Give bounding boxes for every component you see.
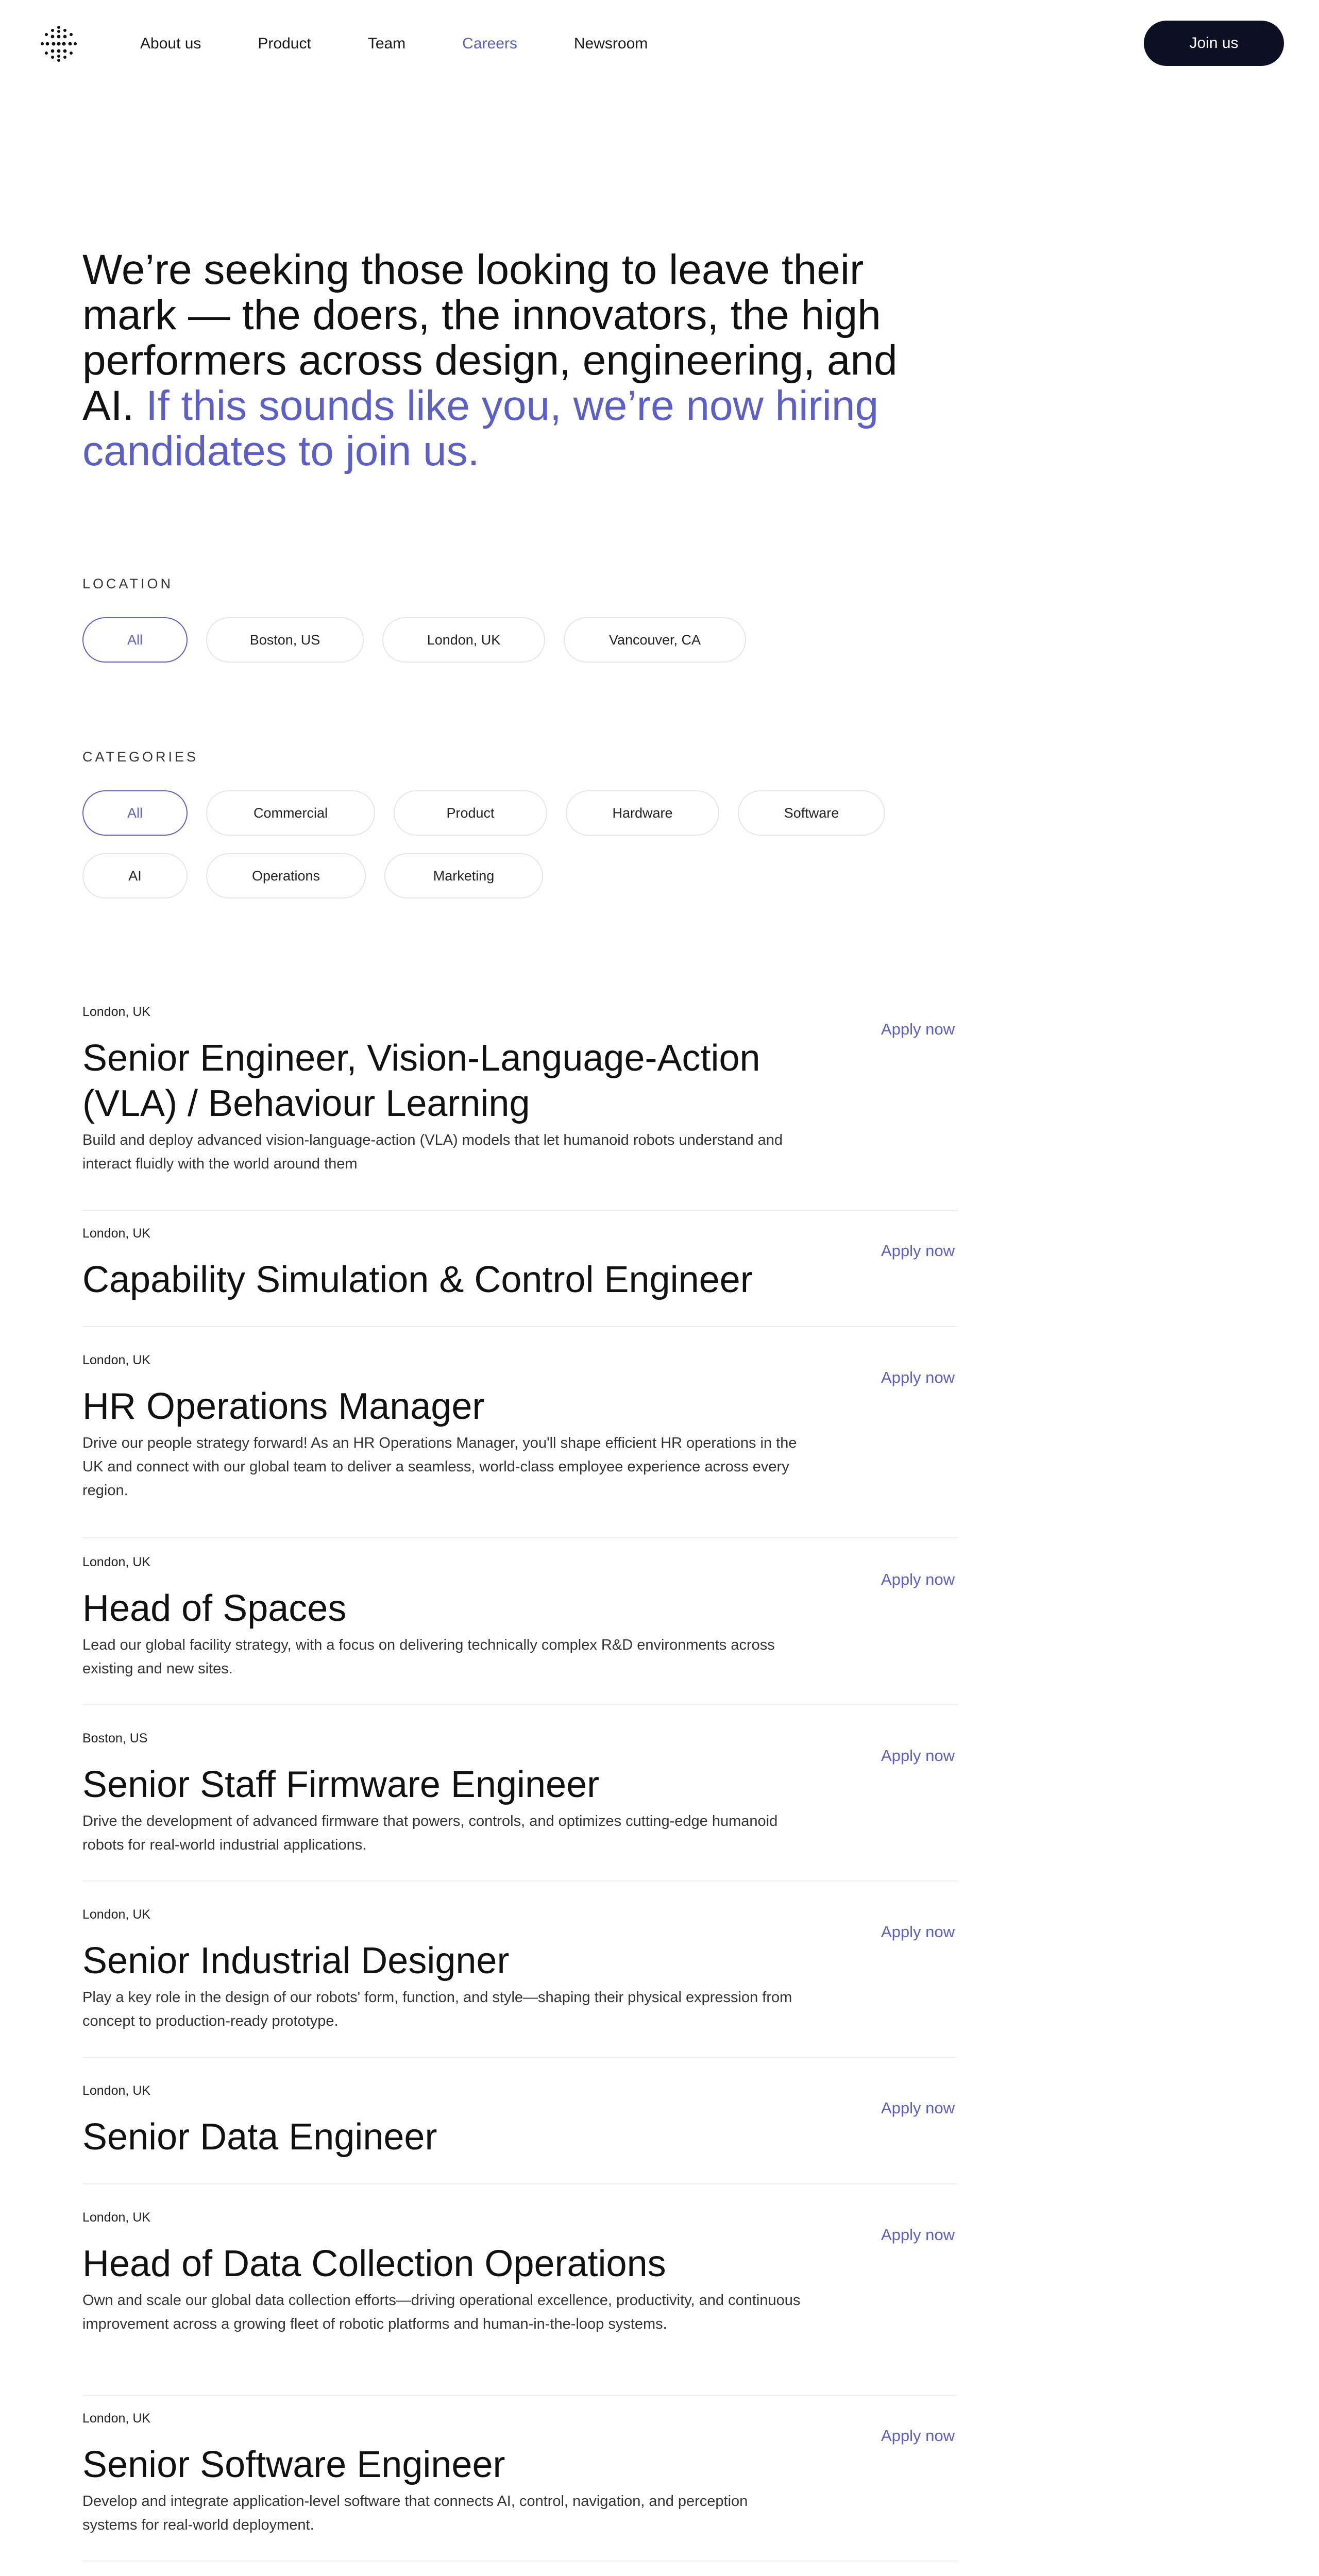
job-listing — [82, 1731, 958, 1882]
job-title[interactable]: Senior Data Engineer — [82, 2116, 437, 2158]
job-location: London, UK — [82, 1005, 151, 1019]
category-chip-commercial[interactable]: Commercial — [206, 790, 375, 836]
hero-accent-text: If this sounds like you, we’re now hiring candidates to join us. — [82, 382, 879, 474]
location-chip-vancouver[interactable]: Vancouver, CA — [564, 617, 746, 663]
apply-now-link[interactable]: Apply now — [881, 1020, 955, 1038]
nav-careers[interactable]: Careers — [462, 35, 517, 52]
location-filter — [82, 617, 746, 663]
apply-now-link[interactable]: Apply now — [881, 1570, 955, 1588]
location-chip-boston[interactable]: Boston, US — [206, 617, 364, 663]
job-location: London, UK — [82, 1353, 151, 1367]
nav-newsroom[interactable]: Newsroom — [573, 35, 648, 52]
job-listing — [82, 1555, 958, 1705]
job-location: London, UK — [82, 2083, 151, 2098]
job-listing — [82, 1005, 958, 1211]
location-chip-london[interactable]: London, UK — [382, 617, 545, 663]
job-listing — [82, 2411, 958, 2562]
apply-now-link[interactable]: Apply now — [881, 1747, 955, 1765]
apply-now-link[interactable]: Apply now — [881, 2099, 955, 2117]
job-location: Boston, US — [82, 1731, 148, 1745]
job-listing — [82, 2210, 958, 2396]
site-header — [0, 0, 1319, 88]
job-listing — [82, 2083, 958, 2184]
category-chip-hardware[interactable]: Hardware — [566, 790, 719, 836]
job-title[interactable]: Senior Software Engineer — [82, 2444, 505, 2485]
job-title[interactable]: Head of Data Collection Operations — [82, 2243, 666, 2284]
category-chip-product[interactable]: Product — [394, 790, 547, 836]
main-nav — [140, 35, 704, 53]
apply-now-link[interactable]: Apply now — [881, 2427, 955, 2445]
categories-filter-label: CATEGORIES — [82, 749, 199, 765]
category-chip-marketing[interactable]: Marketing — [384, 853, 543, 899]
job-location: London, UK — [82, 1226, 151, 1241]
category-chip-ai[interactable]: AI — [82, 853, 188, 899]
apply-now-link[interactable]: Apply now — [881, 1368, 955, 1386]
nav-product[interactable]: Product — [258, 35, 311, 52]
job-title[interactable]: Senior Engineer, Vision-Language-Action (VLA) / Behaviour Learning — [82, 1038, 760, 1124]
job-listing — [82, 1226, 958, 1327]
hero-heading — [82, 247, 927, 474]
location-chip-all[interactable]: All — [82, 617, 188, 663]
job-description: Own and scale our global data collection efforts—driving operational excellence, productivity, and continuous improvement across a growing fleet of robotic platforms and human-in-the-loop systems. — [82, 2292, 801, 2332]
job-location: London, UK — [82, 1555, 151, 1569]
job-title[interactable]: Senior Staff Firmware Engineer — [82, 1764, 600, 1805]
job-location: London, UK — [82, 1907, 151, 1922]
category-chip-all[interactable]: All — [82, 790, 188, 836]
hero-text: We’re seeking those looking to leave their mark — the doers, the innovators, the high performers across design, engineering, and AI. — [82, 246, 898, 429]
nav-team[interactable]: Team — [367, 35, 406, 52]
apply-now-link[interactable]: Apply now — [881, 1242, 955, 1260]
job-listing — [82, 1907, 958, 2058]
job-description: Drive our people strategy forward! As an HR Operations Manager, you'll shape efficient HR operations in the UK and connect with our global team to deliver a seamless, world-class employee experience across every region. — [82, 1435, 797, 1499]
category-chip-software[interactable]: Software — [738, 790, 885, 836]
job-title[interactable]: Senior Industrial Designer — [82, 1940, 510, 1981]
job-description: Drive the development of advanced firmware that powers, controls, and optimizes cutting-edge humanoid robots for real-world industrial applications. — [82, 1813, 778, 1853]
job-description: Play a key role in the design of our robots' form, function, and style—shaping their physical expression from concept to production-ready prototype. — [82, 1989, 792, 2029]
categories-filter-row-2 — [82, 853, 543, 899]
apply-now-link[interactable]: Apply now — [881, 1923, 955, 1941]
nav-about-us[interactable]: About us — [140, 35, 201, 52]
job-title[interactable]: Capability Simulation & Control Engineer — [82, 1259, 753, 1300]
job-description: Lead our global facility strategy, with a focus on delivering technically complex R&D environments across existing and new sites. — [82, 1637, 775, 1677]
job-title[interactable]: HR Operations Manager — [82, 1386, 485, 1427]
job-location: London, UK — [82, 2210, 151, 2225]
apply-now-link[interactable]: Apply now — [881, 2226, 955, 2244]
category-chip-operations[interactable]: Operations — [206, 853, 366, 899]
categories-filter-row-1 — [82, 790, 885, 836]
job-title[interactable]: Head of Spaces — [82, 1588, 347, 1629]
job-location: London, UK — [82, 2411, 151, 2426]
job-listing — [82, 1353, 958, 1538]
join-us-button[interactable]: Join us — [1144, 21, 1284, 66]
dot-grid-logo-icon[interactable] — [39, 24, 78, 63]
job-description: Develop and integrate application-level software that connects AI, control, navigation, and perception systems for real-world deployment. — [82, 2493, 748, 2533]
job-description: Build and deploy advanced vision-language-action (VLA) models that let humanoid robots understand and interact fluidly with the world around them — [82, 1132, 783, 1172]
location-filter-label: LOCATION — [82, 576, 174, 591]
